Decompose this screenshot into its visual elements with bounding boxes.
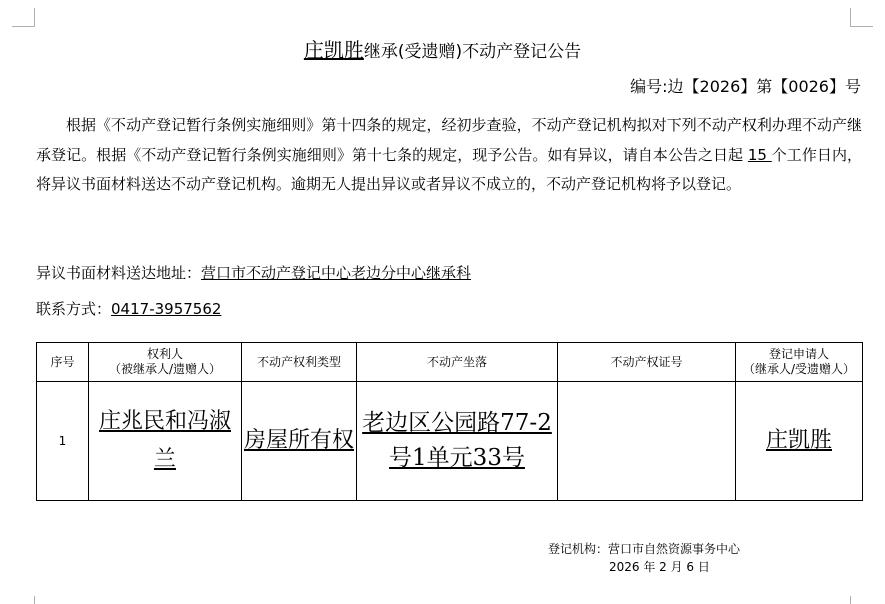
- header-right-type: 不动产权利类型: [242, 343, 357, 382]
- header-applicant-line2: （继承人/受遗赠人）: [742, 362, 856, 376]
- header-seq: 序号: [37, 343, 89, 382]
- notice-title: [0, 36, 885, 66]
- row-seq: 1: [37, 382, 89, 501]
- row-location-text: 老边区公园路77-2号1单元33号: [362, 410, 552, 471]
- header-applicant-line1: 登记申请人: [768, 347, 829, 361]
- contact-info: [36, 298, 221, 320]
- row-applicant: [736, 382, 863, 501]
- objection-days: 15: [747, 145, 772, 164]
- notice-date: 2026 年 2 月 6 日: [609, 560, 710, 574]
- header-location: 不动产坐落: [357, 343, 558, 382]
- row-holder: [89, 382, 242, 501]
- page-corner-mark-bottom-right: [850, 596, 873, 604]
- body-text-part1: 根据《不动产登记暂行条例实施细则》第十四条的规定，经初步查验，不动产登记机构拟对下列不动产权利办理不动产继承登记。根据《不动产登记暂行条例实施细则》第十七条的规定，现予公告。如有异议，请自本公告之日起: [36, 116, 862, 164]
- registration-authority: 登记机构：营口市自然资源事务中心: [548, 542, 741, 556]
- notice-body: [36, 111, 862, 200]
- title-text: 继承(受遗赠)不动产登记公告: [363, 42, 582, 62]
- contact-label: 联系方式：: [36, 300, 112, 318]
- notice-number: 编号:边【2026】第【0026】号: [630, 77, 861, 96]
- header-applicant: [736, 343, 863, 382]
- row-location: [357, 382, 558, 501]
- header-holder-line1: 权利人: [146, 347, 183, 361]
- address-value: 营口市不动产登记中心老边分中心继承科: [201, 264, 472, 282]
- table-row: [37, 382, 863, 501]
- row-right-type-text: 房屋所有权: [243, 428, 354, 453]
- address-label: 异议书面材料送达地址：: [36, 264, 202, 282]
- objection-address: [36, 262, 471, 284]
- table-header-row: [37, 343, 863, 382]
- header-holder-line2: （被继承人/遗赠人）: [108, 362, 222, 376]
- body-text-part2: 个工作日内，将异议书面材料送达不动产登记机构。逾期无人提出异议或者异议不成立的，不动产登记机构将予以登记。: [36, 145, 862, 193]
- row-applicant-text: 庄凯胜: [765, 428, 832, 453]
- contact-value: 0417-3957562: [111, 300, 222, 318]
- row-holder-text: 庄兆民和冯淑兰: [98, 409, 231, 472]
- header-holder: [89, 343, 242, 382]
- registration-table: [36, 342, 863, 501]
- title-applicant-name: 庄凯胜: [303, 38, 364, 62]
- page-corner-mark-top-right: [850, 8, 873, 27]
- row-right-type: [242, 382, 357, 501]
- page-corner-mark-top-left: [12, 8, 35, 27]
- page-corner-mark-bottom-left: [12, 596, 35, 604]
- header-cert-number: 不动产权证号: [558, 343, 736, 382]
- row-cert-number: [558, 382, 736, 501]
